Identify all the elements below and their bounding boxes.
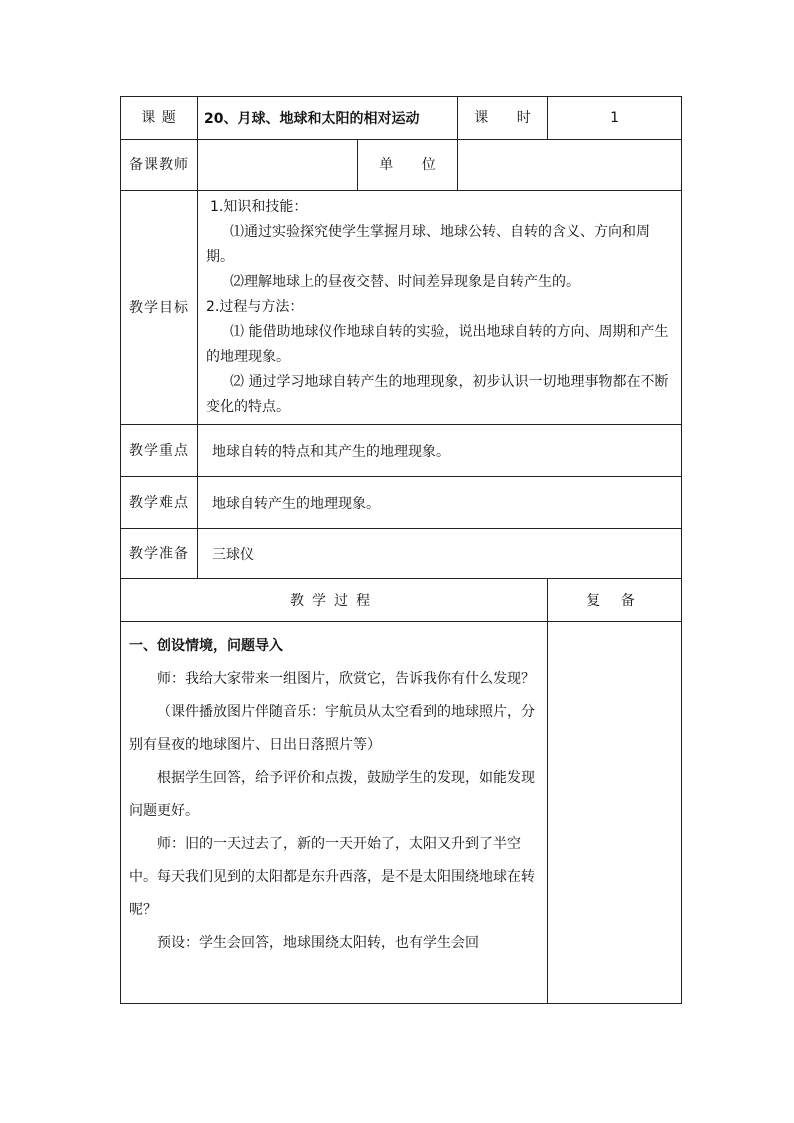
teacher-value: [198, 140, 358, 191]
objectives-line: 2.过程与方法：: [206, 299, 304, 315]
review-header: 复 备: [548, 579, 682, 622]
process-paragraph: 师：我给大家带来一组图片，欣赏它，告诉我你有什么发现？: [157, 671, 535, 687]
row-difficulty: [121, 477, 682, 529]
label-period: 课 时: [458, 97, 548, 140]
review-notes: [548, 622, 682, 1004]
row-objectives: [121, 191, 682, 425]
period-value: 1: [548, 97, 682, 140]
objectives-line: 1.知识和技能：: [210, 199, 308, 215]
objectives-line: ⑴ 能借助地球仪作地球自转的实验，说出地球自转的方向、周期和产生的地理现象。: [206, 324, 669, 365]
row-key-points: [121, 425, 682, 477]
process-paragraph: 预设：学生会回答，地球围绕太阳转，也有学生会回: [157, 935, 479, 951]
lesson-plan-table: [120, 96, 682, 1004]
row-topic: [121, 97, 682, 140]
label-objectives: 教学目标: [121, 191, 198, 425]
objectives-line: ⑵理解地球上的昼夜交替、时间差异现象是自转产生的。: [230, 274, 580, 290]
key-points-value: 地球自转的特点和其产生的地理现象。: [198, 425, 682, 477]
process-paragraph: 师：旧的一天过去了，新的一天开始了，太阳又升到了半空中。每天我们见到的太阳都是东升西落，是不是太阳围绕地球在转呢？: [129, 836, 535, 918]
objectives-line: ⑴通过实验探究使学生掌握月球、地球公转、自转的含义、方向和周期。: [206, 224, 650, 265]
process-header: 教学过程: [121, 579, 548, 622]
process-heading: 一、创设情境，问题导入: [129, 638, 283, 654]
label-difficulty: 教学难点: [121, 477, 198, 529]
objectives-content: [198, 191, 682, 425]
label-unit: 单 位: [358, 140, 458, 191]
row-process: [121, 622, 682, 1004]
process-paragraph: （课件播放图片伴随音乐：宇航员从太空看到的地球照片，分别有昼夜的地球图片、日出日落照片等）: [129, 704, 535, 753]
label-preparation: 教学准备: [121, 529, 198, 579]
process-content: [121, 622, 548, 1004]
difficulty-value: 地球自转产生的地理现象。: [198, 477, 682, 529]
label-teacher: 备课教师: [121, 140, 198, 191]
row-process-header: [121, 579, 682, 622]
preparation-value: 三球仪: [198, 529, 682, 579]
unit-value: [458, 140, 682, 191]
topic-value: 20、月球、地球和太阳的相对运动: [198, 97, 458, 140]
label-key-points: 教学重点: [121, 425, 198, 477]
row-preparation: [121, 529, 682, 579]
label-topic: 课 题: [121, 97, 198, 140]
process-paragraph: 根据学生回答，给予评价和点拨，鼓励学生的发现，如能发现问题更好。: [129, 770, 535, 819]
row-teacher: [121, 140, 682, 191]
objectives-line: ⑵ 通过学习地球自转产生的地理现象，初步认识一切地理事物都在不断变化的特点。: [206, 374, 669, 415]
